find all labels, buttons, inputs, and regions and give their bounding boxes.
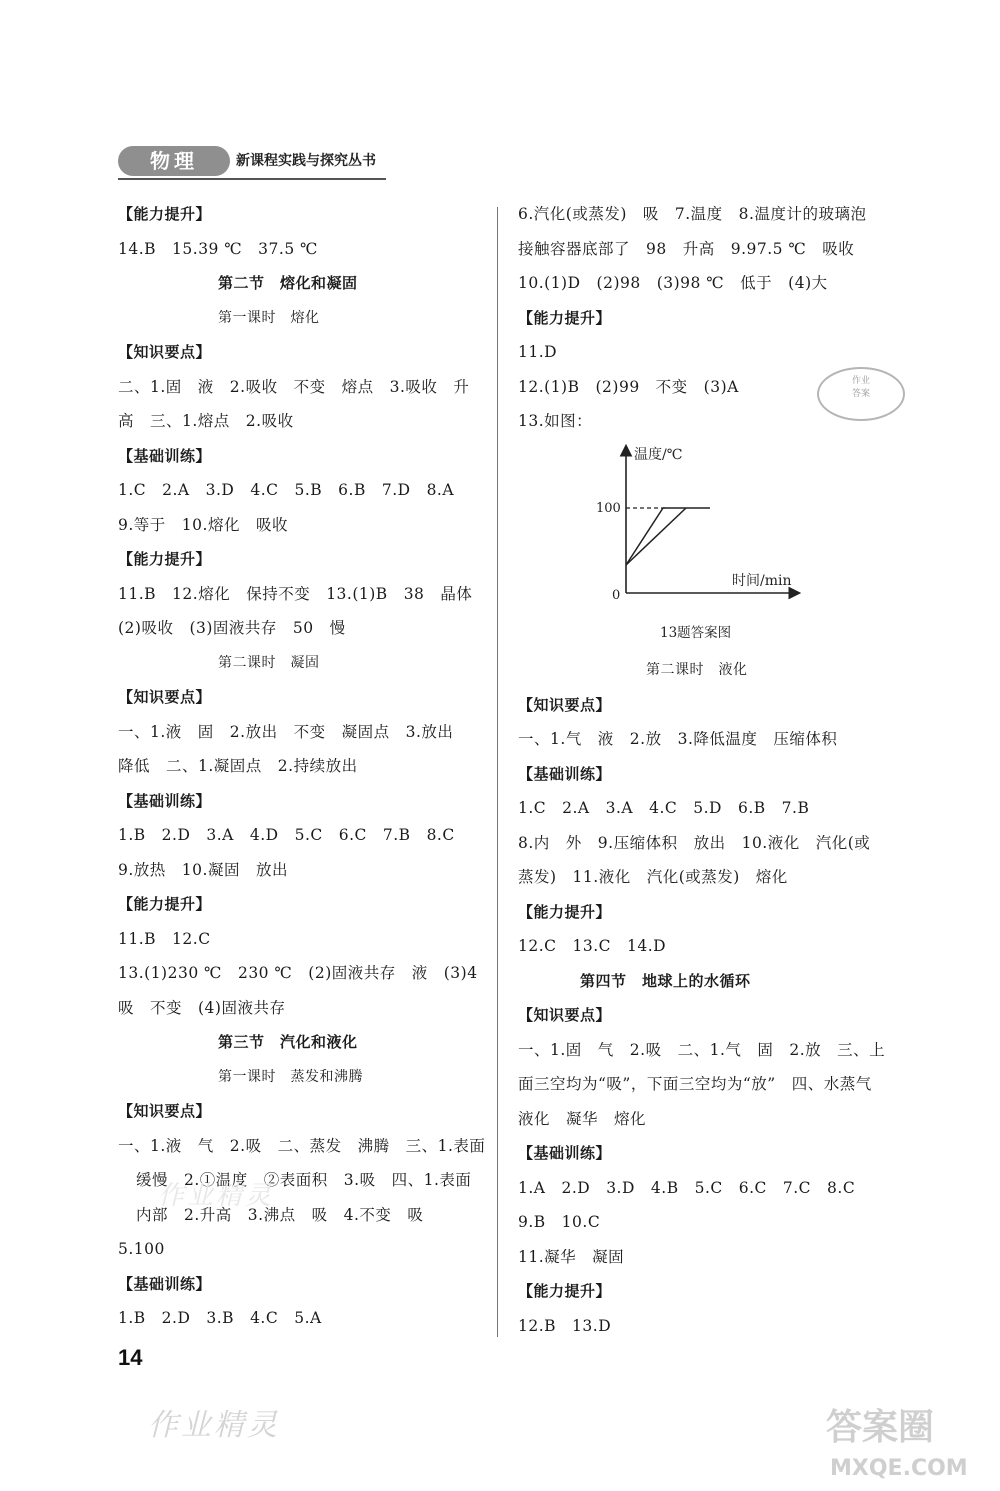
text-line: 一、1.液 气 2.吸 二、蒸发 沸腾 三、1.表面 [118,1136,486,1155]
text-line: 13.如图： [518,412,593,430]
text-line: 5.100 [118,1240,165,1258]
watermark-bottom: 作业精灵 [148,1408,280,1443]
section-tag: 【基础训练】 [518,764,612,783]
text-line: 吸 不变 (4)固液共存 [118,998,286,1017]
text-line: 1.C 2.A 3.D 4.C 5.B 6.B 7.D 8.A [118,481,455,499]
watermark-logo-bottom: MXQE.COM [830,1456,968,1481]
text-line: 1.C 2.A 3.A 4.C 5.D 6.B 7.B [518,799,810,817]
y-tick-100: 100 [596,501,621,516]
stamp-line2: 答案 [851,389,870,399]
text-line: 11.D [518,343,558,361]
text-line: 12.(1)B (2)99 不变 (3)A [518,377,739,396]
series-title: 新课程实践与探究丛书 [236,153,376,169]
text-line: 6.汽化(或蒸发) 吸 7.温度 8.温度计的玻璃泡 [518,205,867,223]
text-line: (2)吸收 (3)固液共存 50 慢 [118,619,346,637]
text-line: 一、1.固 气 2.吸 二、1.气 固 2.放 三、上 [518,1040,886,1059]
lesson-heading: 第一课时 熔化 [218,309,320,326]
section-tag: 【能力提升】 [118,895,212,913]
stamp-line1: 作业 [851,376,870,386]
text-line: 14.B 15.39 ℃ 37.5 ℃ [118,239,318,258]
section-tag: 【能力提升】 [118,205,212,223]
page-number: 14 [118,1345,143,1370]
header-rule [118,178,386,180]
text-line: 9.放热 10.凝固 放出 [118,860,288,879]
text-line: 12.B 13.D [518,1316,612,1335]
text-line: 1.B 2.D 3.A 4.D 5.C 6.C 7.B 8.C [118,826,455,844]
text-line: 液化 凝华 熔化 [518,1109,647,1128]
column-divider [497,207,498,1337]
heating-line-steep [626,508,663,565]
watermark-logo [820,1395,990,1485]
section-tag: 【知识要点】 [518,695,612,714]
section-tag: 【基础训练】 [518,1144,612,1162]
text-line: 内部 2.升高 3.沸点 吸 4.不变 吸 [136,1205,424,1224]
y-axis-label: 温度/℃ [634,447,683,463]
x-axis-label: 时间/min [732,573,792,589]
section-tag: 【基础训练】 [118,791,212,810]
section-tag: 【能力提升】 [518,902,612,921]
text-line: 一、1.气 液 2.放 3.降低温度 压缩体积 [518,730,838,748]
text-line: 9.B 10.C [518,1213,601,1231]
heating-line-gentle [626,508,686,565]
origin-label: 0 [612,588,621,603]
text-line: 缓慢 2.①温度 ②表面积 3.吸 四、1.表面 [136,1171,472,1189]
text-line: 11.B 12.熔化 保持不变 13.(1)B 38 晶体 [118,584,473,603]
section-tag: 【基础训练】 [118,446,212,465]
text-line: 一、1.液 固 2.放出 不变 凝固点 3.放出 [118,722,454,741]
section-tag: 【知识要点】 [118,343,212,361]
text-line: 8.内 外 9.压缩体积 放出 10.液化 汽化(或 [518,833,871,852]
text-line: 1.A 2.D 3.D 4.B 5.C 6.C 7.C 8.C [518,1178,856,1197]
watermark-logo-top: 答案圈 [826,1407,935,1448]
text-line: 面三空均为“吸”，下面三空均为“放” 四、水蒸气 [518,1075,872,1093]
text-line: 1.B 2.D 3.B 4.C 5.A [118,1309,322,1327]
section-tag: 【能力提升】 [518,1282,612,1300]
section-heading: 第二节 熔化和凝固 [218,274,358,292]
text-line: 11.凝华 凝固 [518,1247,625,1266]
lesson-heading: 第二课时 液化 [646,662,748,678]
text-line: 9.等于 10.熔化 吸收 [118,515,288,534]
text-line: 13.(1)230 ℃ 230 ℃ (2)固液共存 液 (3)4 [118,964,478,982]
section-tag: 【能力提升】 [518,308,612,327]
section-tag: 【知识要点】 [518,1006,612,1024]
text-line: 接触容器底部了 98 升高 9.97.5 ℃ 吸收 [518,239,855,258]
watermark-mid: 作业精灵 [158,1181,275,1211]
text-line: 11.B 12.C [118,929,211,948]
lesson-heading: 第二课时 凝固 [218,654,320,671]
text-line: 二、1.固 液 2.吸收 不变 熔点 3.吸收 升 [118,377,470,396]
section-heading: 第四节 地球上的水循环 [580,971,751,990]
section-tag: 【知识要点】 [118,1102,212,1120]
stamp-image [817,367,905,421]
text-line: 蒸发) 11.液化 汽化(或蒸发) 熔化 [518,868,788,886]
text-line: 12.C 13.C 14.D [518,937,667,955]
graph-caption: 13题答案图 [660,625,732,641]
text-line: 10.(1)D (2)98 (3)98 ℃ 低于 (4)大 [518,274,828,292]
section-tag: 【基础训练】 [118,1274,212,1293]
temperature-time-graph [588,435,808,625]
subject-badge: 物理 [118,146,230,176]
text-line: 降低 二、1.凝固点 2.持续放出 [118,757,358,775]
section-tag: 【能力提升】 [118,550,212,568]
text-line: 高 三、1.熔点 2.吸收 [118,412,294,430]
section-tag: 【知识要点】 [118,688,212,706]
lesson-heading: 第一课时 蒸发和沸腾 [218,1068,363,1085]
section-heading: 第三节 汽化和液化 [218,1033,358,1051]
